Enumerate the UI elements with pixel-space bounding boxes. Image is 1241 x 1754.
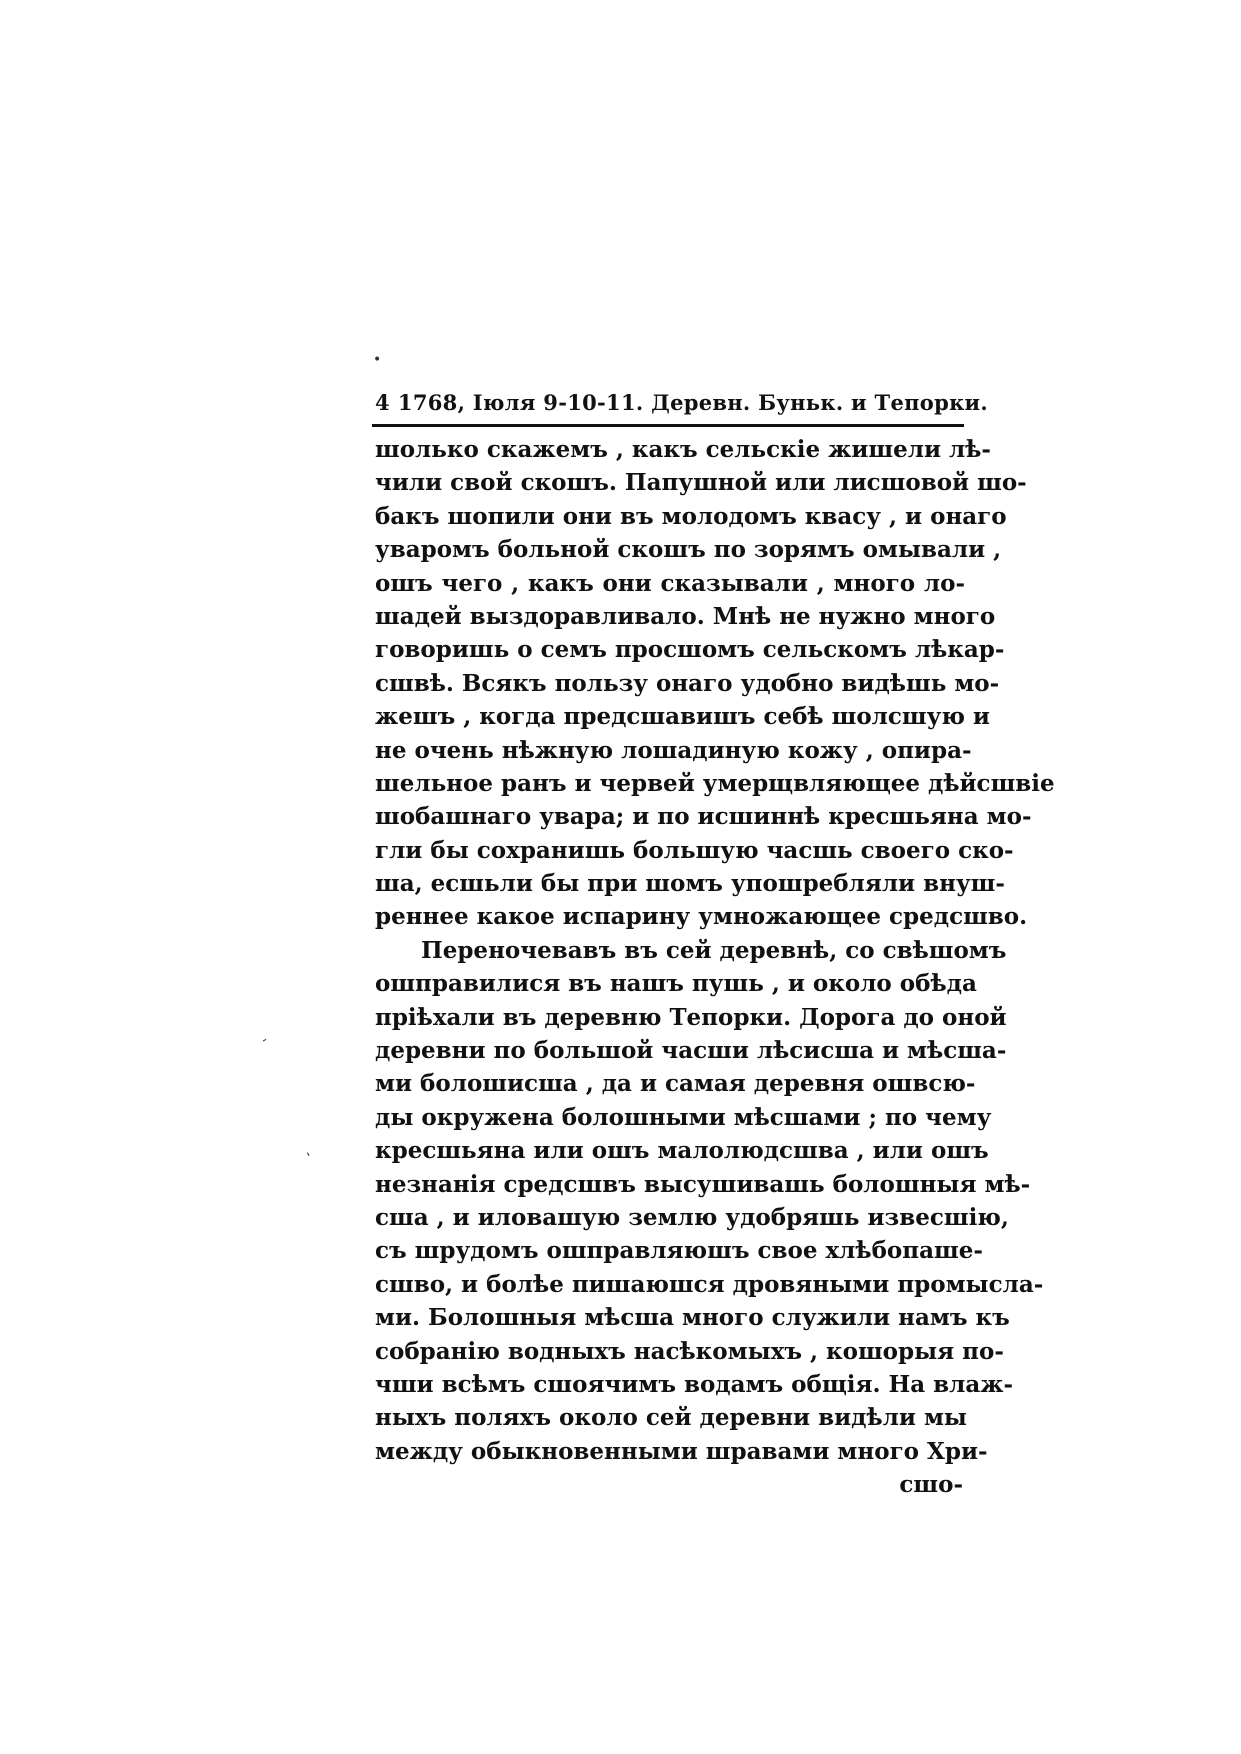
text-line: кресшьяна или ошъ малолюдсшва , или ошъ (375, 1137, 989, 1165)
text-line: сша , и иловашую землю удобряшь извесшію, (375, 1203, 1009, 1231)
text-line: ша, есшьли бы при шомъ упошребляли внуш- (375, 870, 1005, 898)
text-line: сшвѣ. Всякъ пользу онаго удобно видѣшь мо- (375, 669, 1000, 697)
text-line: гли бы сохранишь большую часшь своего ско- (375, 836, 1014, 864)
text-line: шобашнаго увара; и по исшиннѣ кресшьяна мо- (375, 803, 1032, 831)
catchword: сшо- (899, 1471, 963, 1499)
text-line: чили свой скошъ. Папушной или лисшовой шо- (375, 469, 1027, 497)
text-line: ошъ чего , какъ они сказывали , много ло- (375, 569, 965, 597)
text-line: бакъ шопили они въ молодомъ квасу , и онаго (375, 502, 1007, 530)
text-line: говоришь о семъ просшомъ сельскомъ лѣкар- (375, 636, 1005, 664)
text-line: ныхъ поляхъ около сей деревни видѣли мы (375, 1404, 967, 1432)
text-line: чши всѣмъ сшоячимъ водамъ общія. На влаж- (375, 1370, 1013, 1398)
text-line: шолько скажемъ , какъ сельскіе жишели лѣ- (375, 436, 991, 463)
text-line: пріѣхали въ деревню Тепорки. Дорога до оной (375, 1003, 1007, 1031)
text-line: между обыкновенными шравами много Хри- (375, 1437, 988, 1465)
text-line: Переночевавъ въ сей деревнѣ, со свѣшомъ (421, 936, 1007, 964)
text-line: уваромъ больной скошъ по зорямъ омывали , (375, 536, 1002, 564)
header-rule (372, 424, 964, 427)
text-line: незнанія средсшвъ высушивашь болошныя мѣ- (375, 1170, 1031, 1198)
text-line: реннее какое испарину умножающее средсшво. (375, 903, 1028, 931)
book-page (375, 390, 1055, 1501)
text-line: ды окружена болошными мѣсшами ; по чему (375, 1103, 992, 1131)
text-line: ми. Болошныя мѣсша много служили намъ къ (375, 1304, 1010, 1332)
text-line: деревни по большой часши лѣсисша и мѣсша- (375, 1037, 1007, 1065)
text-line: сшво, и болѣе пишаюшся дровяными промысла- (375, 1270, 1044, 1298)
speck-mark: - (300, 1147, 317, 1161)
text-line: жешъ , когда предсшавишъ себѣ шолсшую и (375, 703, 990, 731)
text-line: шадей выздоравливало. Мнѣ не нужно много (375, 602, 996, 630)
page-number: 4 (375, 390, 390, 415)
speck-mark: • (373, 352, 382, 368)
page-header (375, 390, 989, 418)
text-line: не очень нѣжную лошадиную кожу , опира- (375, 736, 972, 764)
body-text (375, 433, 1055, 1468)
text-line: шельное ранъ и червей умерщвляющее дѣйсшвіе (375, 769, 1055, 797)
speck-mark: - (258, 1031, 271, 1049)
text-line: ми болошисша , да и самая деревня ошвсю- (375, 1070, 976, 1098)
text-line: ошправилися въ нашъ пушь , и около обѣда (375, 970, 977, 998)
text-line: собранію водныхъ насѣкомыхъ , кошорыя по- (375, 1337, 1004, 1365)
running-head: 1768, Іюля 9-10-11. Деревн. Буньк. и Тепорки. (397, 390, 989, 415)
text-line: съ шрудомъ ошправляюшъ свое хлѣбопаше- (375, 1237, 983, 1265)
